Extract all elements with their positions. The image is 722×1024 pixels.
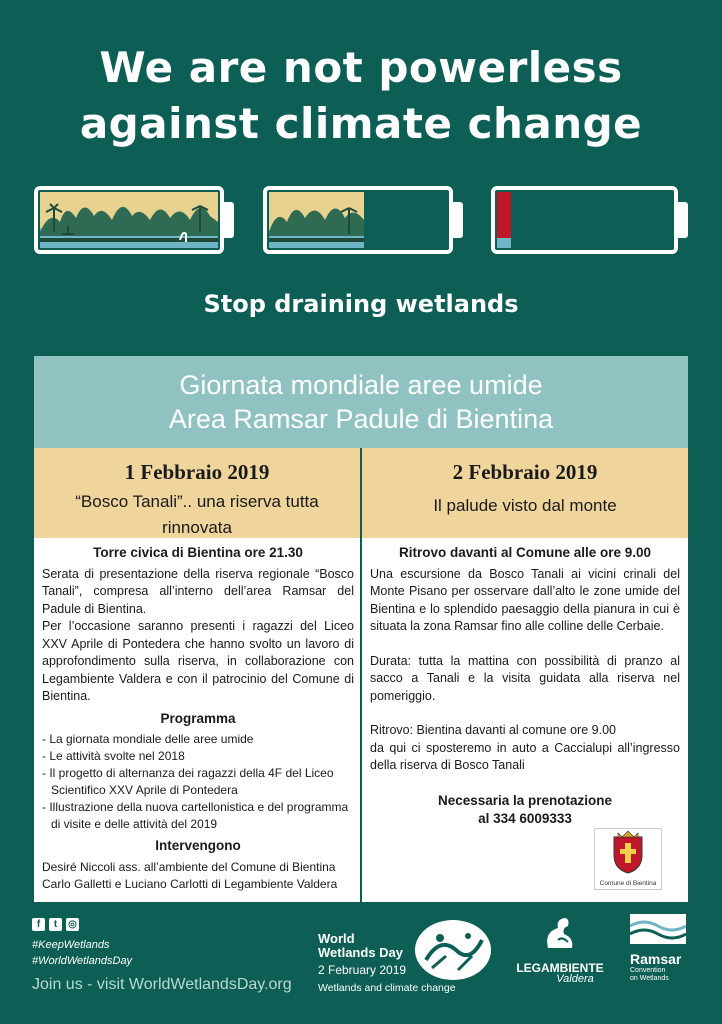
booking-note bbox=[370, 792, 680, 828]
subheadline: Stop draining wetlands bbox=[203, 290, 519, 318]
legambiente-logo bbox=[512, 914, 608, 985]
left-date: 1 Febbraio 2019 bbox=[124, 460, 270, 484]
ramsar-sub2: on Wetlands bbox=[630, 975, 669, 982]
ramsar-sub1: Convention bbox=[630, 967, 666, 974]
social-icons bbox=[32, 918, 132, 931]
wwd-date: 2 February 2019 bbox=[318, 963, 407, 977]
crest-caption: Comune di Bientina bbox=[599, 880, 657, 887]
legambiente-swan-icon bbox=[540, 914, 580, 954]
battery-full-icon bbox=[34, 186, 224, 254]
wetland-scene-full bbox=[40, 192, 218, 248]
speaker-2: Carlo Galletti e Luciano Carlotti di Legambiente Valdera bbox=[42, 877, 338, 891]
left-column bbox=[42, 544, 354, 894]
join-link[interactable]: Join us - visit WorldWetlandsDay.org bbox=[32, 976, 292, 993]
battery-empty-icon bbox=[491, 186, 678, 254]
instagram-icon[interactable]: ◎ bbox=[66, 918, 79, 931]
right-date-cell bbox=[362, 448, 688, 538]
world-wetlands-day-logo-icon bbox=[412, 916, 494, 984]
list-item: - La giornata mondiale delle aree umide bbox=[42, 732, 254, 746]
ramsar-waves-icon bbox=[630, 914, 686, 944]
right-para3-line1: Ritrovo: Bientina davanti al comune ore 9.00 bbox=[370, 723, 616, 737]
facebook-icon[interactable]: f bbox=[32, 918, 45, 931]
event-panel bbox=[34, 356, 688, 902]
speakers-title: Intervengono bbox=[155, 838, 241, 853]
right-column bbox=[370, 544, 680, 828]
hashtag-worldwetlandsday[interactable]: #WorldWetlandsDay bbox=[32, 955, 133, 967]
wwd-line1: World bbox=[318, 931, 355, 946]
ramsar-name: Ramsar bbox=[630, 951, 682, 967]
footer-social bbox=[32, 918, 132, 969]
panel-title-line1: Giornata mondiale aree umide bbox=[179, 370, 543, 400]
comune-crest bbox=[594, 828, 662, 890]
program-title: Programma bbox=[160, 710, 236, 726]
left-subtitle: “Bosco Tanali”.. una riserva tutta rinnovata bbox=[75, 492, 319, 537]
list-item: - Il progetto di alternanza dei ragazzi della 4F del Liceo Scientifico XXV Aprile di Pontedera bbox=[42, 766, 334, 797]
wwd-line2: Wetlands Day bbox=[318, 945, 404, 960]
right-para3-line2: da qui ci sposteremo in auto a Caccialupi all’ingresso della riserva di Bosco Tanali bbox=[370, 740, 680, 772]
legambiente-sub: Valdera bbox=[556, 973, 594, 985]
headline bbox=[0, 40, 722, 152]
right-subtitle: Il palude visto dal monte bbox=[433, 496, 617, 515]
wwd-theme: Wetlands and climate change bbox=[318, 982, 456, 994]
booking-phone: al 334 6009333 bbox=[478, 810, 572, 826]
list-item: - Le attività svolte nel 2018 bbox=[42, 749, 185, 763]
twitter-icon[interactable]: t bbox=[49, 918, 62, 931]
crest-icon bbox=[608, 829, 648, 875]
list-item: - Illustrazione della nuova cartellonistica e del programma di visite e delle attività del 2019 bbox=[42, 800, 349, 831]
hashtag-keepwetlands[interactable]: #KeepWetlands bbox=[32, 939, 110, 951]
battery-full-cap bbox=[222, 202, 234, 238]
right-para1: Una escursione da Bosco Tanali ai vicini crinali del Monte Pisano per osservare dall’alto le zone umide del Bientina e lo splendido paesaggio della pianura in cui è situata la zona Ramsar fino alle colline delle Cerbaie. bbox=[370, 566, 680, 633]
panel-title-line2: Area Ramsar Padule di Bientina bbox=[168, 404, 554, 434]
headline-line1: We are not powerless bbox=[99, 43, 623, 92]
booking-line1: Necessaria la prenotazione bbox=[437, 792, 613, 808]
legambiente-name: LEGAMBIENTE bbox=[516, 961, 604, 975]
program-list bbox=[42, 731, 354, 833]
battery-half-cap bbox=[451, 202, 463, 238]
battery-half-icon bbox=[263, 186, 453, 254]
left-para1: Serata di presentazione della riserva regionale “Bosco Tanali”, compresa all’interno dell’area Ramsar del Padule di Bientina. bbox=[42, 566, 354, 616]
battery-empty-level bbox=[497, 192, 511, 248]
speaker-1: Desiré Niccoli ass. all’ambiente del Comune di Bientina bbox=[42, 859, 336, 874]
right-date: 2 Febbraio 2019 bbox=[452, 460, 598, 484]
ramsar-logo bbox=[630, 914, 690, 988]
panel-header bbox=[34, 356, 688, 448]
headline-line2: against climate change bbox=[79, 99, 643, 148]
right-para2: Durata: tutta la mattina con possibilità di pranzo al sacco a Tanali e la visita guidata alla riserva nel pomeriggio. bbox=[370, 653, 680, 703]
battery-empty-cap bbox=[676, 202, 688, 238]
left-para2: Per l’occasione saranno presenti i ragazzi del Liceo XXV Aprile di Pontedera che hanno svolto un lavoro di approfondimento sulla riserva, in collaborazione con Legambiente Valdera e con il patrocinio del Comune di Bientina. bbox=[42, 619, 354, 703]
right-meeting: Ritrovo davanti al Comune alle ore 9.00 bbox=[398, 545, 652, 560]
left-date-cell bbox=[34, 448, 360, 538]
wetland-scene-half bbox=[269, 192, 364, 248]
column-divider bbox=[360, 448, 362, 902]
left-venue: Torre civica di Bientina ore 21.30 bbox=[93, 545, 303, 560]
